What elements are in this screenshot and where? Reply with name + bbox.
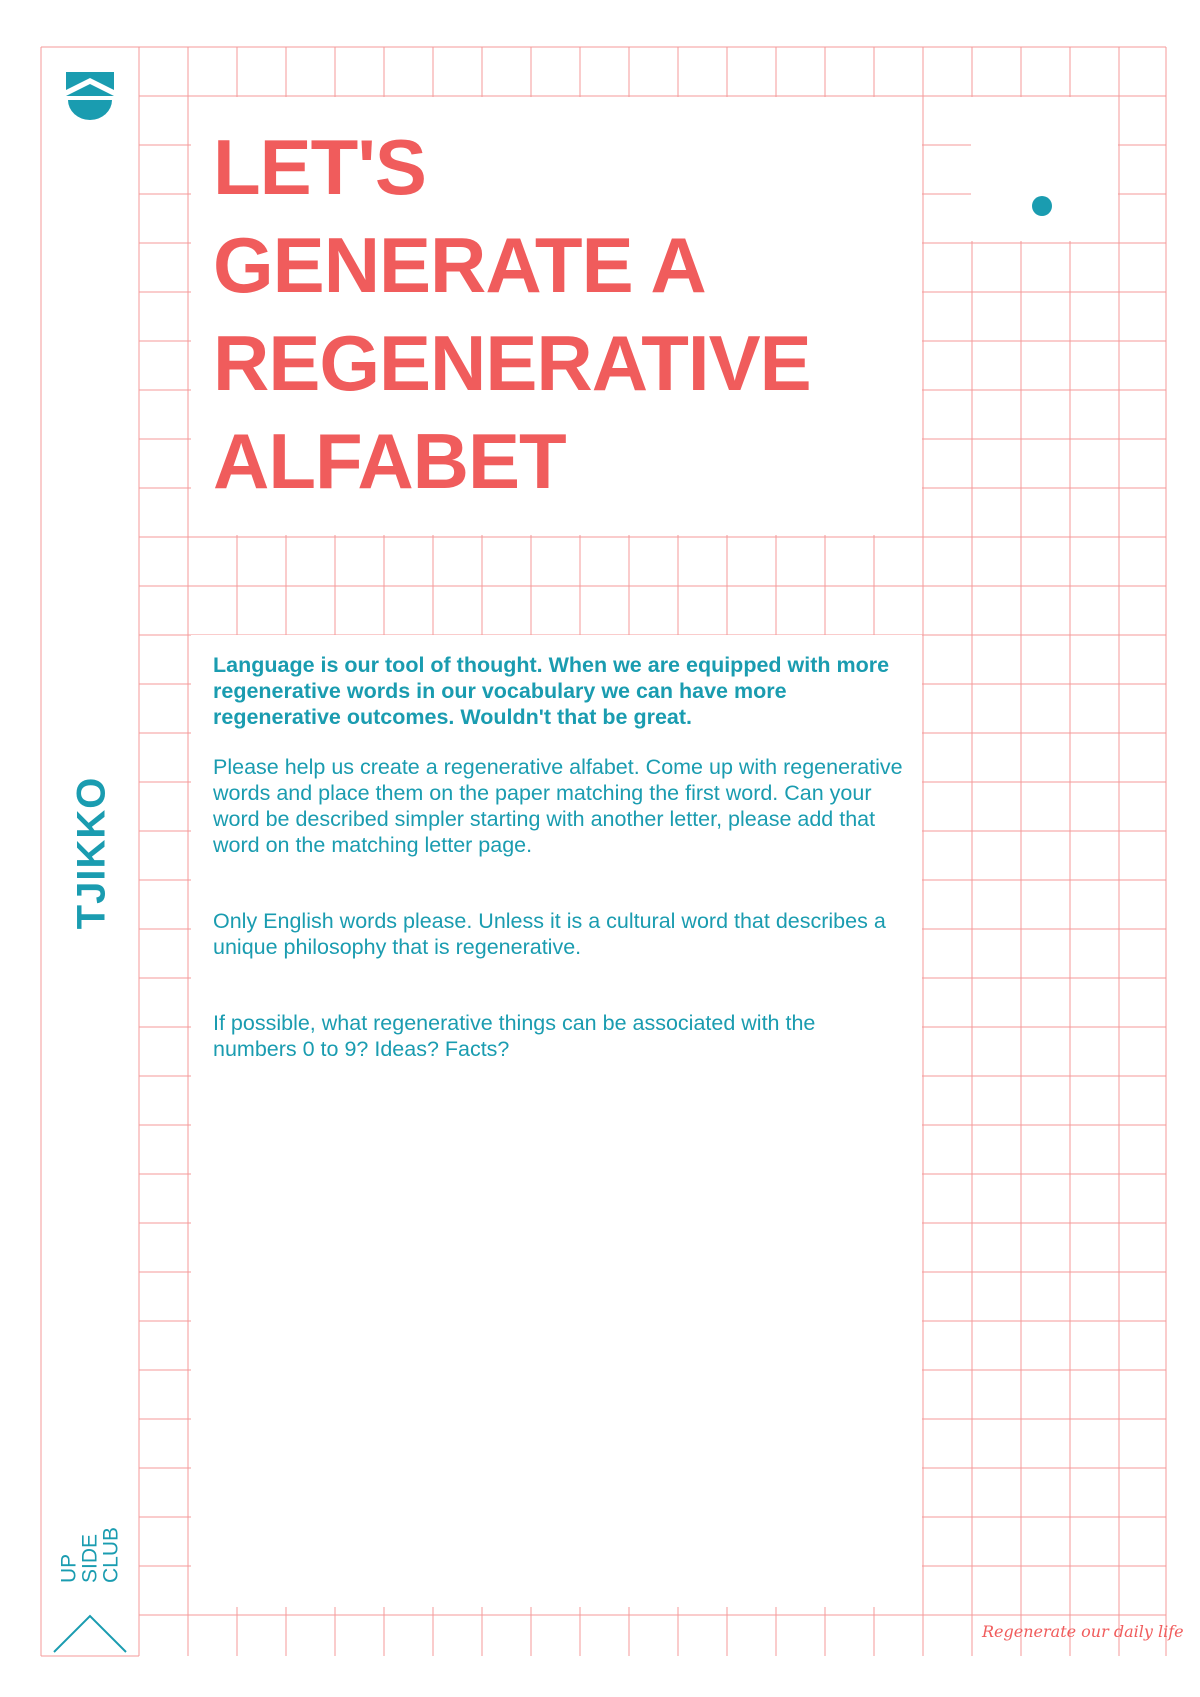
- tagline: Regenerate our daily life: [982, 1622, 1184, 1641]
- intro-text: [213, 652, 903, 1062]
- club-line-1: UP: [57, 1553, 81, 1584]
- title-line-3: REGENERATIVE: [213, 319, 811, 407]
- title-line-2: GENERATE A: [213, 221, 706, 309]
- page-title: [213, 118, 913, 510]
- intro-paragraph-1: Please help us create a regenerative alfabet. Come up with regenerative words and place them on the paper matching the first word. Can your word be described simpler starting with another letter, please add that word on the matching letter page.: [213, 755, 903, 857]
- dot-panel: [971, 97, 1118, 241]
- club-line-2: SIDE: [78, 1534, 102, 1584]
- intro-paragraph-2: Only English words please. Unless it is a cultural word that describes a unique philosophy that is regenerative.: [213, 909, 886, 959]
- intro-paragraph-3: If possible, what regenerative things can be associated with the numbers 0 to 9? Ideas? Facts?: [213, 1011, 816, 1061]
- club-line-3: CLUB: [99, 1526, 123, 1584]
- upside-club-logo-icon: [64, 70, 116, 122]
- brand-name-vertical: TJIKKO: [69, 776, 114, 930]
- intro-lead: Language is our tool of thought. When we are equipped with more regenerative words in our vocabulary we can have more regenerative outcomes. Wouldn't that be great.: [213, 653, 890, 729]
- title-line-4: ALFABET: [213, 417, 566, 505]
- teal-dot: [1032, 196, 1052, 216]
- chevron-up-icon: [52, 1610, 128, 1654]
- title-line-1: LET'S: [213, 123, 426, 211]
- club-name-vertical: [59, 1527, 122, 1583]
